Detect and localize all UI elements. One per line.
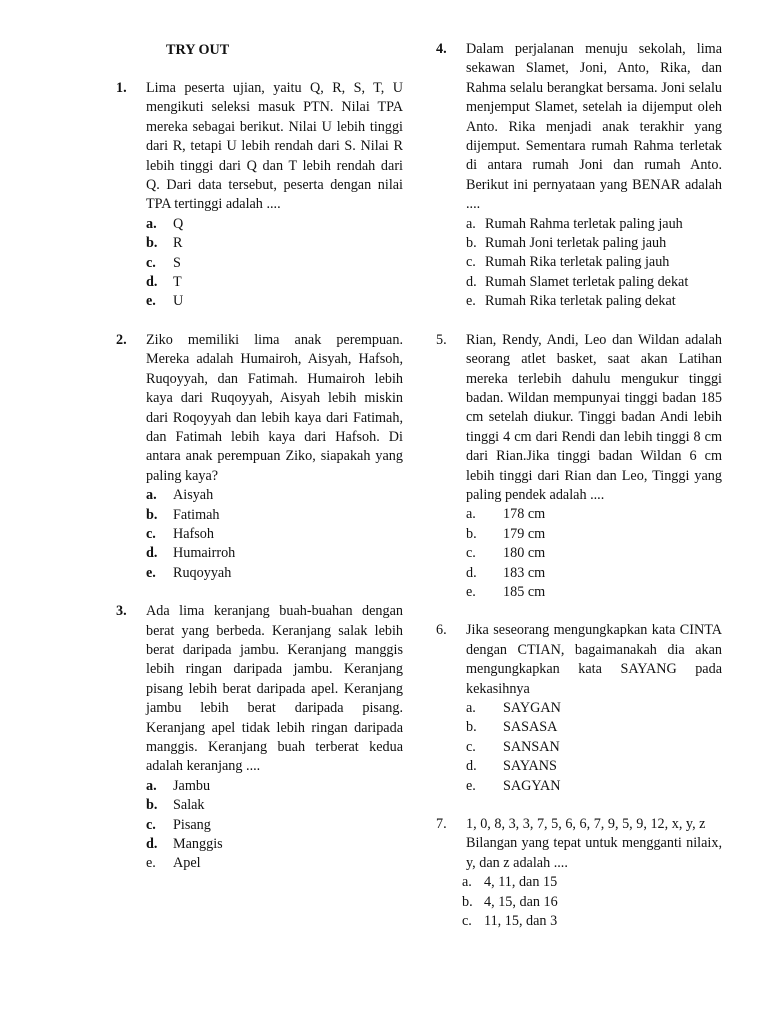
question-number: 7. bbox=[436, 816, 447, 833]
option-text: S bbox=[173, 254, 181, 271]
option-text: Manggis bbox=[173, 836, 223, 853]
number-sequence: 1, 0, 8, 3, 3, 7, 5, 6, 6, 7, 9, 5, 9, 12, x, y, z bbox=[466, 816, 706, 833]
option-item bbox=[146, 777, 403, 796]
question-text: Jika seseorang mengungkapkan kata CINTA dengan CTIAN, bagaimanakah dia akan mengungkapkan kata SAYANG pada kekasihnya bbox=[466, 622, 722, 697]
option-item bbox=[146, 273, 403, 292]
option-list bbox=[466, 699, 722, 796]
option-list bbox=[146, 777, 403, 874]
question-text: Dalam perjalanan menuju sekolah, lima sekawan Slamet, Joni, Anto, Rika, dan Rahma selalu berangkat bersama. Joni selalu menjemput Slamet, setelah ia dijemput oleh Anto. Rika menjadi anak terakhir yang dijemput. Sementara rumah Rahma terletak di antara rumah Joni dan rumah Anto. Berikut ini pernyataan yang BENAR adalah .... bbox=[466, 41, 722, 213]
option-item bbox=[466, 215, 722, 234]
option-text: SASASA bbox=[503, 719, 558, 736]
option-label: d. bbox=[146, 545, 158, 562]
option-list bbox=[462, 873, 722, 931]
option-label: e. bbox=[466, 777, 476, 794]
option-item bbox=[466, 757, 722, 776]
option-label: a. bbox=[466, 700, 476, 716]
question-text: Rian, Rendy, Andi, Leo dan Wildan adalah seorang atlet basket, saat akan Latihan mereka terlebih dahulu mengukur tinggi badan. Wildan mempunyai tinggi badan 185 cm setelah diukur. Tinggi badan Andi lebih tinggi 4 cm dari Rendi dan lebih tinggi 8 cm dari Rian.Jika tinggi badan Wildan 6 cm lebih tinggi dari Rian dan Leo, Tinggi yang paling pendek adalah .... bbox=[466, 331, 722, 503]
question-2 bbox=[116, 331, 403, 583]
option-text: 4, 15, dan 16 bbox=[484, 893, 558, 910]
option-text: Aisyah bbox=[173, 487, 214, 504]
option-list bbox=[466, 215, 722, 312]
option-item bbox=[146, 796, 403, 815]
option-item bbox=[466, 699, 722, 718]
option-label: b. bbox=[466, 719, 477, 736]
option-label: a. bbox=[146, 777, 157, 794]
question-number: 2. bbox=[116, 331, 127, 348]
question-number: 1. bbox=[116, 80, 127, 96]
option-text: Rumah Rika terletak paling jauh bbox=[485, 254, 670, 271]
option-label: b. bbox=[466, 235, 477, 252]
option-item bbox=[462, 912, 722, 931]
option-label: c. bbox=[466, 738, 476, 755]
option-text: 11, 15, dan 3 bbox=[484, 913, 558, 930]
option-text: Salak bbox=[173, 797, 205, 814]
option-item bbox=[146, 486, 403, 505]
option-text: 4, 11, dan 15 bbox=[484, 874, 558, 891]
question-number: 6. bbox=[436, 622, 447, 639]
option-label: c. bbox=[466, 254, 476, 271]
option-text: Q bbox=[173, 215, 184, 232]
left-column bbox=[116, 40, 403, 874]
question-text: Ada lima keranjang buah-buahan dengan berat yang berbeda. Keranjang salak lebih berat daripada jambu. Keranjang manggis lebih ringan daripada jambu. Keranjang pisang lebih berat daripada apel. Keranjang jambu lebih berat daripada pisang. Keranjang apel tidak lebih ringan daripada manggis. Keranjang buah terberat kedua adalah keranjang .... bbox=[146, 603, 403, 775]
option-label: e. bbox=[146, 564, 156, 581]
option-item bbox=[146, 835, 403, 854]
option-label: c. bbox=[146, 816, 156, 833]
option-item bbox=[462, 873, 722, 892]
option-label: e. bbox=[146, 855, 156, 872]
option-item bbox=[466, 253, 722, 272]
option-text: Rumah Slamet terletak paling dekat bbox=[485, 273, 689, 290]
option-text: U bbox=[173, 293, 184, 310]
option-label: d. bbox=[146, 274, 158, 291]
option-text: 180 cm bbox=[503, 545, 546, 562]
option-label: a. bbox=[462, 874, 472, 891]
option-text: SAYANS bbox=[503, 758, 557, 775]
option-text: Humairroh bbox=[173, 545, 236, 562]
option-item bbox=[146, 234, 403, 253]
question-text: Ziko memiliki lima anak perempuan. Mereka adalah Humairoh, Aisyah, Hafsoh, Ruqoyyah, dan Fatimah. Humairoh lebih kaya dari Ruqoyyah, Aisyah lebih miskin dari Roqoyyah dan lebih kaya dari Fatimah, dan Fatimah lebih kaya dari Hafsoh. Di antara anak perempuan Ziko, siapakah yang paling kaya? bbox=[146, 331, 403, 484]
option-label: b. bbox=[146, 235, 158, 252]
option-item bbox=[146, 544, 403, 563]
option-label: c. bbox=[146, 525, 156, 542]
option-item bbox=[146, 816, 403, 835]
option-text: SAYGAN bbox=[503, 700, 561, 716]
option-item bbox=[146, 854, 403, 873]
option-item bbox=[466, 777, 722, 796]
option-text: R bbox=[173, 235, 183, 252]
option-label: e. bbox=[146, 293, 156, 310]
option-text: Ruqoyyah bbox=[173, 564, 232, 581]
option-item bbox=[466, 525, 722, 544]
option-text: Apel bbox=[173, 855, 201, 872]
question-text: Lima peserta ujian, yaitu Q, R, S, T, U mengikuti seleksi masuk PTN. Nilai TPA mereka sebagai berikut. Nilai U lebih tinggi dari R, tetapi U lebih rendah dari S. Nilai R lebih tinggi dari Q dan T lebih rendah dari Q. Dari data tersebut, peserta dengan nilai TPA tertinggi adalah .... bbox=[146, 80, 403, 213]
option-text: SANSAN bbox=[503, 738, 560, 755]
question-number: 5. bbox=[436, 331, 447, 348]
question-text: Bilangan yang tepat untuk mengganti nilaix, y, dan z adalah .... bbox=[466, 835, 722, 871]
right-column bbox=[436, 40, 722, 931]
option-label: e. bbox=[466, 293, 476, 310]
option-text: Fatimah bbox=[173, 506, 220, 523]
option-text: SAGYAN bbox=[503, 777, 561, 794]
option-label: d. bbox=[466, 758, 477, 775]
option-label: e. bbox=[466, 583, 476, 600]
option-item bbox=[466, 544, 722, 563]
option-item bbox=[146, 254, 403, 273]
question-4 bbox=[436, 40, 722, 312]
option-item bbox=[466, 292, 722, 311]
option-label: b. bbox=[146, 797, 158, 814]
question-3 bbox=[116, 602, 403, 874]
option-list bbox=[466, 505, 722, 602]
option-text: 183 cm bbox=[503, 564, 546, 581]
option-item bbox=[462, 893, 722, 912]
option-label: d. bbox=[466, 564, 477, 581]
option-label: c. bbox=[462, 913, 472, 930]
question-5 bbox=[436, 331, 722, 603]
option-label: a. bbox=[466, 215, 476, 232]
question-number: 4. bbox=[436, 41, 447, 57]
option-item bbox=[146, 215, 403, 234]
option-text: 185 cm bbox=[503, 583, 546, 600]
option-label: d. bbox=[466, 273, 477, 290]
option-label: a. bbox=[466, 506, 476, 523]
option-item bbox=[466, 234, 722, 253]
option-item bbox=[146, 525, 403, 544]
option-label: c. bbox=[466, 545, 476, 562]
option-item bbox=[146, 292, 403, 311]
option-label: b. bbox=[466, 525, 477, 542]
option-label: b. bbox=[146, 506, 158, 523]
option-item bbox=[466, 273, 722, 292]
question-7 bbox=[436, 815, 722, 931]
option-label: c. bbox=[146, 254, 156, 271]
option-text: T bbox=[173, 274, 182, 291]
option-text: 179 cm bbox=[503, 525, 546, 542]
option-item bbox=[466, 738, 722, 757]
option-item bbox=[466, 583, 722, 602]
option-text: Hafsoh bbox=[173, 525, 214, 542]
option-text: Rumah Joni terletak paling jauh bbox=[485, 235, 667, 252]
page-title: TRY OUT bbox=[166, 42, 230, 58]
option-list bbox=[146, 486, 403, 583]
option-label: d. bbox=[146, 836, 158, 853]
option-text: Rumah Rika terletak paling dekat bbox=[485, 293, 676, 310]
option-item bbox=[466, 718, 722, 737]
question-1 bbox=[116, 79, 403, 312]
option-label: a. bbox=[146, 487, 157, 504]
option-item bbox=[146, 564, 403, 583]
question-6 bbox=[436, 621, 722, 796]
option-item bbox=[146, 506, 403, 525]
option-item bbox=[466, 564, 722, 583]
question-number: 3. bbox=[116, 603, 127, 620]
option-text: Pisang bbox=[173, 816, 211, 833]
option-item bbox=[466, 505, 722, 524]
option-label: a. bbox=[146, 215, 157, 232]
option-list bbox=[146, 215, 403, 312]
option-text: Rumah Rahma terletak paling jauh bbox=[485, 215, 683, 232]
option-label: b. bbox=[462, 893, 473, 910]
option-text: 178 cm bbox=[503, 506, 546, 523]
option-text: Jambu bbox=[173, 777, 211, 794]
